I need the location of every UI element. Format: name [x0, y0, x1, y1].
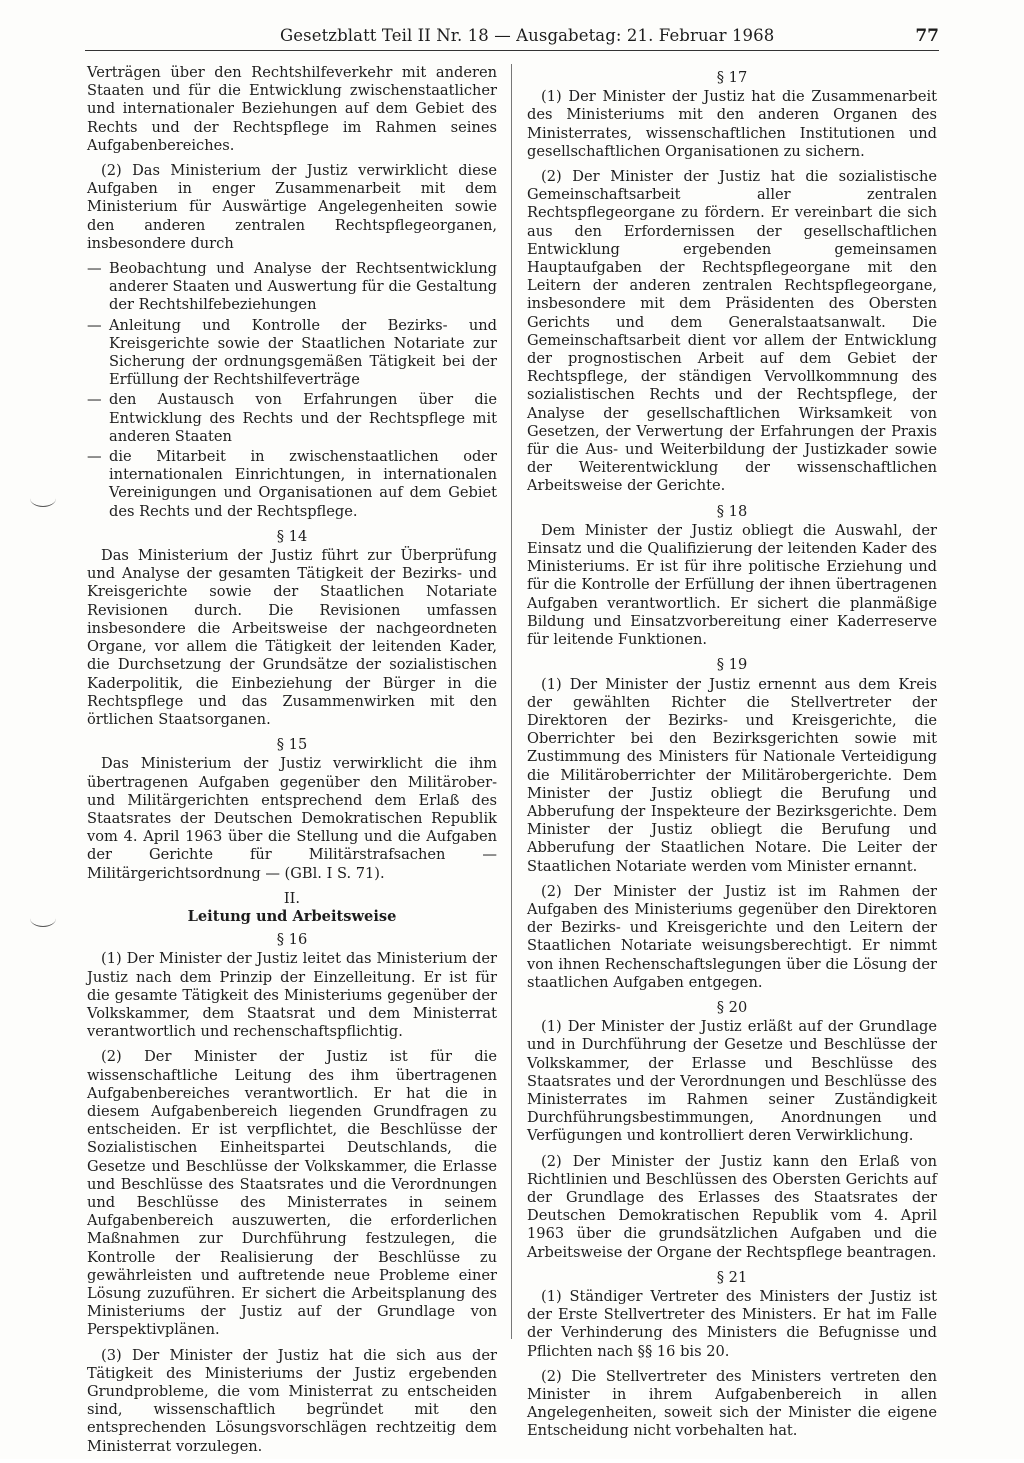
paragraph: (1) Der Minister der Justiz leitet das Ministerium der Justiz nach dem Prinzip der Einzelleitung. Er ist für die gesamte Tätigkeit des Ministeriums gegenüber der Volkskammer, dem Staatsrat und dem Ministerrat verantwortlich und rechenschaftspflichtig.: [87, 950, 497, 1041]
paragraph: (2) Der Minister der Justiz kann den Erlaß von Richtlinien und Beschlüssen des Obersten Gerichts auf der Grundlage des Erlasses des Staatsrates der Deutschen Demokratischen Republik vom 4. April 1963 über die grundsätzlichen Aufgaben und die Arbeitsweise der Organe der Rechtspflege beantragen.: [527, 1152, 937, 1261]
left-column: [87, 64, 497, 1463]
paragraph: Dem Minister der Justiz obliegt die Auswahl, der Einsatz und die Qualifizierung der leitenden Kader des Ministeriums. Er ist für ihre politische Erziehung und für die Kontrolle der Erfüllung der ihnen übertragenen Aufgaben verantwortlich. Er sichert die planmäßige Bildung und Einsatzvorbereitung einer Kaderreserve für leitende Funktionen.: [527, 521, 937, 649]
chapter-title: Leitung und Arbeitsweise: [187, 907, 397, 925]
column-divider: [511, 64, 512, 1339]
paragraph: (2) Der Minister der Justiz ist für die wissenschaftliche Leitung des ihm übertragenen Aufgabenbereiches verantwortlich. Er hat die in diesem Aufgabenbereich liegenden Grundfragen zu entscheiden. Er ist verpflichtet, die Beschlüsse der Sozialistischen Einheitspartei Deutschlands, die Gesetze und Beschlüsse der Volkskammer, die Erlasse und Beschlüsse des Staatsrates und die Verordnungen und Beschlüsse des Ministerrates in seinem Aufgabenbereich auszuwerten, die erforderlichen Maßnahmen zur Durchführung festzulegen, die Kontrolle der Realisierung der Beschlüsse zu gewährleisten und auftretende neue Probleme einer Lösung zuzuführen. Er sichert die Arbeitsplanung des Ministeriums der Justiz auf der Grundlage von Perspektivplänen.: [87, 1048, 497, 1339]
section-heading-21: § 21: [716, 1268, 748, 1286]
list-item: — die Mitarbeit in zwischenstaatlichen oder internationalen Einrichtungen, in internationalen Vereinigungen und Organisationen auf dem Gebiet des Rechts und der Rechtspflege.: [87, 448, 497, 521]
right-column: [527, 64, 937, 1448]
section-heading-15: § 15: [276, 736, 308, 754]
paragraph: (2) Der Minister der Justiz ist im Rahmen der Aufgaben des Ministeriums gegenüber den Direktoren der Bezirks- und Kreisgerichte und den Leitern der Staatlichen Notariate weisungsberechtigt. Er nimmt von ihnen Rechenschaftslegungen über die Lösung der staatlichen Aufgaben entgegen.: [527, 882, 937, 991]
section-heading-18: § 18: [716, 502, 748, 520]
list-item: — den Austausch von Erfahrungen über die Entwicklung des Rechts und der Rechtspflege mit anderen Staaten: [87, 391, 497, 446]
list-item: — Beobachtung und Analyse der Rechtsentwicklung anderer Staaten und Auswertung für die Gestaltung der Rechtshilfebeziehungen: [87, 260, 497, 315]
margin-mark-1: [30, 490, 56, 507]
paragraph: Das Ministerium der Justiz führt zur Überprüfung und Analyse der gesamten Tätigkeit der Bezirks- und Kreisgerichte sowie der Staatlichen Notariate Revisionen durch. Die Revisionen umfassen insbesondere die Arbeitsweise der nachgeordneten Organe, vor allem die Tätigkeit der leitenden Kader, die Durchsetzung der Grundsätze der sozialistischen Kaderpolitik, die Einbeziehung der Bürger in die Rechtspflege und das Zusammenwirken mit den örtlichen Staatsorganen.: [87, 547, 497, 728]
paragraph: (1) Der Minister der Justiz hat die Zusammenarbeit des Ministeriums mit den anderen Organen des Ministerrates, wissenschaftlichen Institutionen und gesellschaftlichen Organisationen zu sichern.: [527, 88, 937, 160]
section-heading-17: § 17: [716, 69, 748, 86]
paragraph: (2) Der Minister der Justiz hat die sozialistische Gemeinschaftsarbeit aller zentralen Rechtspflegeorgane zu fördern. Er vereinbart die sich aus den Erfordernissen der gesellschaftlichen Entwicklung ergebenden gemeinsamen Hauptaufgaben der Rechtspflegeorgane mit den Leitern der anderen zentralen Rechtspflegeorgane, insbesondere mit dem Präsidenten des Obersten Gerichts und dem Generalstaatsanwalt. Die Gemeinschaftsarbeit dient vor allem der Entwicklung der prognostischen Arbeit auf dem Gebiet der Rechtspflege, der ständigen Vervollkommnung des sozialistischen Rechts und der Rechtspflege, der Analyse der gesellschaftlichen Wirksamkeit von Gesetzen, der Verwertung der Erfahrungen der Praxis für die Aus- und Weiterbildung der Justizkader sowie der Weiterentwicklung der wissenschaftlichen Arbeitsweise der Gerichte.: [527, 168, 937, 495]
list-item: — Anleitung und Kontrolle der Bezirks- und Kreisgerichte sowie der Staatlichen Notariate zur Sicherung der ordnungsgemäßen Tätigkeit bei der Erfüllung der Rechtshilfeverträge: [87, 317, 497, 390]
paragraph: (1) Der Minister der Justiz erläßt auf der Grundlage und in Durchführung der Gesetze und Beschlüsse der Volkskammer, der Erlasse und Beschlüsse des Staatsrates und der Verordnungen und Beschlüsse des Ministerrates im Rahmen seiner Zuständigkeit Durchführungsbestimmungen, Anordnungen und Verfügungen und kontrolliert deren Verwirklichung.: [527, 1018, 937, 1145]
section-heading-19: § 19: [716, 656, 748, 674]
paragraph: Verträgen über den Rechtshilfeverkehr mit anderen Staaten und für die Entwicklung zwischenstaatlicher und internationaler Beziehungen auf dem Gebiet des Rechts und der Rechtspflege im Rahmen seines Aufgabenbereiches.: [87, 64, 497, 154]
paragraph: (3) Der Minister der Justiz hat die sich aus der Tätigkeit des Ministeriums der Justiz ergebenden Grundprobleme, die vom Ministerrat zu entscheiden sind, wissenschaftlich begründet mit den entsprechenden Lösungsvorschlägen rechtzeitig dem Ministerrat vorzulegen.: [87, 1346, 497, 1455]
section-heading-20: § 20: [716, 998, 748, 1016]
page-number: 77: [915, 26, 939, 46]
paragraph: (2) Das Ministerium der Justiz verwirklicht diese Aufgaben in enger Zusammenarbeit mit dem Ministerium für Auswärtige Angelegenheiten sowie den anderen zentralen Rechtspflegeorganen, insbesondere durch: [87, 162, 497, 252]
section-heading-16: § 16: [276, 931, 308, 949]
paragraph: (1) Der Minister der Justiz ernennt aus dem Kreis der gewählten Richter die Stellvertreter der Direktoren der Bezirks- und Kreisgerichte, die Oberrichter bei den Bezirksgerichten sowie mit Zustimmung des Ministers für Nationale Verteidigung die Militäroberrichter der Militärobergerichte. Dem Minister der Justiz obliegt die Berufung und Abberufung der Inspekteure der Bezirksgerichte. Dem Minister der Justiz obliegt die Berufung und Abberufung der Staatlichen Notare. Die Leiter der Staatlichen Notariate werden vom Minister ernannt.: [527, 675, 937, 875]
chapter-number: II.: [283, 889, 301, 907]
running-header: [85, 26, 939, 51]
dash-list: [87, 260, 497, 521]
margin-mark-2: [30, 910, 56, 927]
section-heading-14: § 14: [276, 527, 308, 545]
paragraph: (2) Die Stellvertreter des Ministers vertreten den Minister in ihrem Aufgabenbereich in allen Angelegenheiten, soweit sich der Minister die eigene Entscheidung nicht vorbehalten hat.: [527, 1367, 937, 1440]
paragraph: Das Ministerium der Justiz verwirklicht die ihm übertragenen Aufgaben gegenüber den Militärober- und Militärgerichten entsprechend dem Erlaß des Staatsrates der Deutschen Demokratischen Republik vom 4. April 1963 über die Stellung und die Aufgaben der Gerichte für Militärstrafsachen — Militärgerichtsordnung — (GBl. I S. 71).: [87, 755, 497, 882]
header-title: Gesetzblatt Teil II Nr. 18 — Ausgabetag: 21. Februar 1968: [280, 26, 775, 45]
paragraph: (1) Ständiger Vertreter des Ministers der Justiz ist der Erste Stellvertreter des Ministers. Er hat im Falle der Verhinderung des Ministers die Befugnisse und Pflichten nach §§ 16 bis 20.: [527, 1288, 937, 1360]
